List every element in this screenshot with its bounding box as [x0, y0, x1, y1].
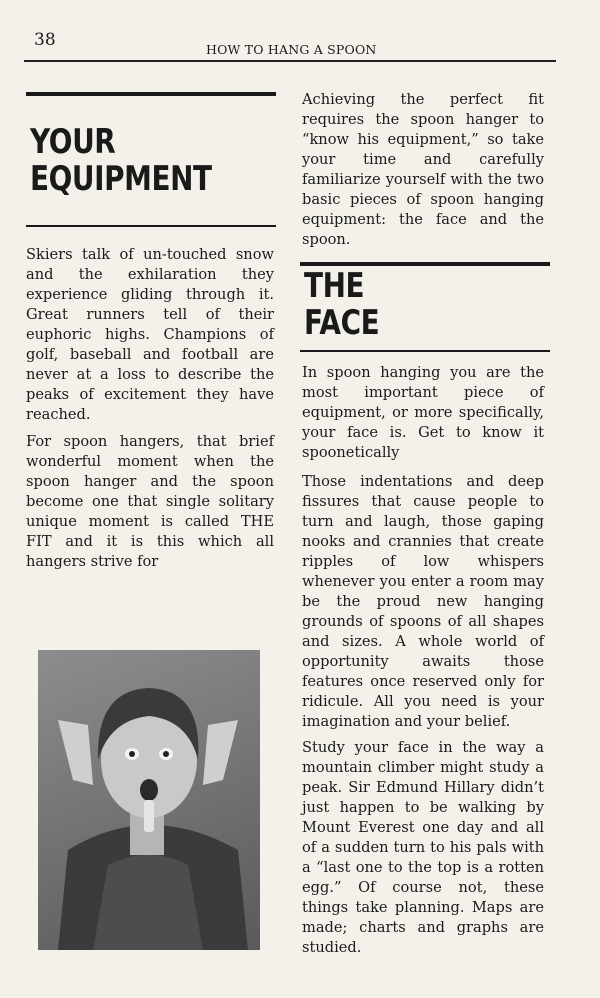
equipment-paragraph-2: For spoon hangers, that brief wonderful moment when the spoon hanger and the spoon become one that single solitary unique moment is called THE FIT and it is this which all hangers strive for [26, 433, 274, 570]
equipment-bottom-rule [26, 225, 276, 227]
equipment-top-rule [26, 92, 276, 96]
face-heading-line1: THE [304, 266, 365, 306]
header-rule [24, 60, 556, 62]
face-heading [304, 268, 379, 342]
face-paragraph-2: Those indentations and deep fissures that cause people to turn and laugh, those gaping nooks and crannies that create ripples of low whispers whenever you enter a room may be the proud new hanging grounds of spoons of all shapes and sizes. A whole world of opportunity awaits those features once reserved only for ridicule. All you need is your imagination and your belief. [302, 473, 544, 730]
equipment-heading-line1: YOUR [30, 122, 116, 162]
face-bottom-rule [300, 350, 550, 352]
photo-boy-spoon-face [38, 650, 260, 950]
photo-illustration [38, 650, 260, 950]
intro-paragraph: Achieving the perfect fit requires the spoon hanger to “know his equipment,” so take your time and carefully familiarize yourself with the two basic pieces of spoon hanging equipment: the face and the spoon. [302, 91, 544, 248]
running-title: HOW TO HANG A SPOON [206, 42, 377, 57]
equipment-heading-line2: EQUIPMENT [30, 159, 212, 199]
face-paragraph-3: Study your face in the way a mountain climber might study a peak. Sir Edmund Hillary didn’t just happen to be walking by Mount Everest one day and all of a sudden turn to his pals with a “last one to the top is a rotten egg.” Of course not, these things take planning. Maps are made; charts and graphs are studied. [302, 739, 544, 956]
equipment-paragraph-1: Skiers talk of un-touched snow and the exhilaration they experience gliding through it. Great runners tell of their euphoric highs. Champions of golf, baseball and football are never at a loss to describe the peaks of excitement they have reached. [26, 246, 274, 423]
face-paragraph-1: In spoon hanging you are the most important piece of equipment, or more specifically, your face is. Get to know it spoonetically [302, 364, 544, 461]
page-number: 38 [34, 30, 56, 50]
equipment-heading [30, 124, 212, 198]
face-heading-line2: FACE [304, 303, 380, 343]
